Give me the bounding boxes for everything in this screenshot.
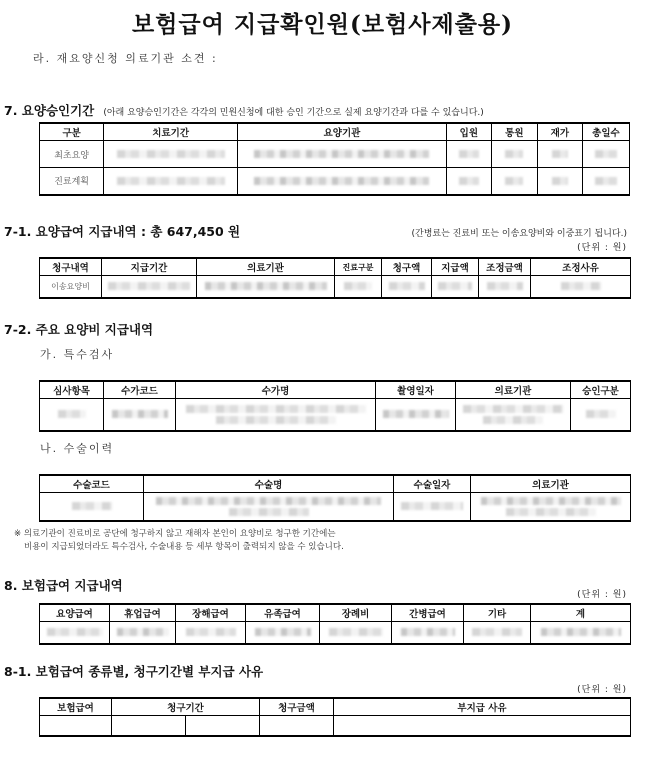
medical-payment-table <box>39 257 631 299</box>
col-medical-institution: 의료기관 <box>197 258 335 276</box>
redacted-cell <box>491 141 537 168</box>
table-header-row <box>40 123 630 141</box>
col-scan-date: 촬영일자 <box>376 381 456 399</box>
redacted-cell <box>40 493 144 521</box>
redacted-cell <box>238 168 447 195</box>
table-row <box>40 622 631 644</box>
row-label: 진료계획 <box>40 168 104 195</box>
redacted-cell <box>176 622 246 644</box>
col-surgery-code: 수술코드 <box>40 475 144 493</box>
col-other: 기타 <box>464 604 531 622</box>
section-7-1-note: (간병료는 진료비 또는 이송요양비와 이중표기 됩니다.) <box>411 229 627 239</box>
redacted-cell <box>432 276 479 298</box>
redacted-cell <box>464 622 531 644</box>
col-medical-institution: 의료기관 <box>456 381 571 399</box>
empty-cell <box>40 716 112 736</box>
redacted-cell <box>102 276 197 298</box>
redacted-cell <box>491 168 537 195</box>
col-nursing-benefit: 간병급여 <box>392 604 464 622</box>
table-row <box>40 168 630 195</box>
table-header-row <box>40 258 631 276</box>
redacted-cell <box>446 141 491 168</box>
section-7-1-heading: 7-1. 요양급여 지급내역 : 총 647,450 원 <box>4 224 241 239</box>
insurance-payment-table <box>39 603 631 645</box>
redacted-cell <box>144 493 394 521</box>
empty-cell <box>260 716 334 736</box>
col-paid-amount: 지급액 <box>432 258 479 276</box>
section-7-heading: 7. 요양승인기간 <box>4 103 95 118</box>
non-payment-table <box>39 697 631 737</box>
col-category: 구분 <box>40 123 104 141</box>
col-surgery-name: 수술명 <box>144 475 394 493</box>
redacted-cell <box>392 622 464 644</box>
redacted-cell <box>537 141 582 168</box>
section-7-header <box>4 100 484 119</box>
table-row <box>40 276 631 298</box>
redacted-cell <box>335 276 382 298</box>
redacted-cell <box>471 493 631 521</box>
col-claim-period: 청구기간 <box>112 698 260 716</box>
redacted-cell <box>446 168 491 195</box>
redacted-cell <box>246 622 320 644</box>
row-label: 이송요양비 <box>40 276 102 298</box>
section-7-note: (아래 요양승인기간은 각각의 민원신청에 대한 승인 기간으로 실제 요양기간과 다를 수 있습니다.) <box>103 108 484 118</box>
col-approval-type: 승인구분 <box>571 381 631 399</box>
col-total: 계 <box>531 604 631 622</box>
table-header-row <box>40 604 631 622</box>
col-home-care: 재가 <box>537 123 582 141</box>
redacted-cell <box>376 399 456 431</box>
redacted-cell <box>582 168 629 195</box>
redacted-cell <box>394 493 471 521</box>
empty-cell <box>334 716 631 736</box>
col-claim-amount: 청구금액 <box>260 698 334 716</box>
redacted-cell <box>40 622 110 644</box>
col-outpatient: 통원 <box>491 123 537 141</box>
redacted-cell <box>104 168 238 195</box>
redacted-cell <box>320 622 392 644</box>
table-row <box>40 493 631 521</box>
section-8-heading: 8. 보험급여 지급내역 <box>4 578 123 593</box>
reapplication-opinion-label: 라. 재요양신청 의료기관 소견 : <box>33 52 218 65</box>
footnote-line-2: 비용이 지급되었더라도 특수검사, 수술내용 등 세부 항목이 출력되지 않을 수 있습니다. <box>24 542 344 552</box>
special-exam-label: 가. 특수검사 <box>40 348 115 361</box>
special-exam-table <box>39 380 631 432</box>
unit-label: (단위 : 원) <box>577 590 627 600</box>
surgery-history-label: 나. 수술이력 <box>40 442 115 455</box>
col-medical-institution: 의료기관 <box>471 475 631 493</box>
col-total-days: 총일수 <box>582 123 629 141</box>
col-claim-amount: 청구액 <box>382 258 432 276</box>
redacted-cell <box>40 399 104 431</box>
footnote-line-1: ※ 의료기관이 진료비로 공단에 청구하지 않고 재해자 본인이 요양비로 청구한 기간에는 <box>14 529 336 539</box>
redacted-cell <box>238 141 447 168</box>
empty-cell <box>112 716 186 736</box>
empty-cell <box>186 716 260 736</box>
section-7-2-heading: 7-2. 주요 요양비 지급내역 <box>4 322 154 337</box>
unit-label: (단위 : 원) <box>577 243 627 253</box>
col-medical-benefit: 요양급여 <box>40 604 110 622</box>
col-survivor-benefit: 유족급여 <box>246 604 320 622</box>
section-8-1-heading: 8-1. 보험급여 종류별, 청구기간별 부지급 사유 <box>4 664 264 679</box>
table-row <box>40 716 631 736</box>
redacted-cell <box>456 399 571 431</box>
col-non-payment-reason: 부지급 사유 <box>334 698 631 716</box>
redacted-cell <box>104 399 176 431</box>
table-header-row <box>40 381 631 399</box>
redacted-cell <box>382 276 432 298</box>
redacted-cell <box>176 399 376 431</box>
redacted-cell <box>479 276 531 298</box>
col-review-item: 심사항목 <box>40 381 104 399</box>
col-disability-benefit: 장해급여 <box>176 604 246 622</box>
col-claim-item: 청구내역 <box>40 258 102 276</box>
col-payment-period: 지급기간 <box>102 258 197 276</box>
col-adjust-reason: 조정사유 <box>531 258 631 276</box>
surgery-history-table <box>39 474 631 522</box>
col-funeral-cost: 장례비 <box>320 604 392 622</box>
redacted-cell <box>531 622 631 644</box>
redacted-cell <box>197 276 335 298</box>
table-header-row <box>40 475 631 493</box>
redacted-cell <box>531 276 631 298</box>
table-header-row <box>40 698 631 716</box>
col-fee-code: 수가코드 <box>104 381 176 399</box>
row-label: 최초요양 <box>40 141 104 168</box>
unit-label: (단위 : 원) <box>577 685 627 695</box>
col-adjusted-amount: 조정금액 <box>479 258 531 276</box>
document-title: 보험급여 지급확인원(보험사제출용) <box>131 11 514 38</box>
col-insurance-benefit: 보험급여 <box>40 698 112 716</box>
col-treatment-period: 치료기간 <box>104 123 238 141</box>
redacted-cell <box>110 622 176 644</box>
col-inpatient: 입원 <box>446 123 491 141</box>
col-fee-name: 수가명 <box>176 381 376 399</box>
redacted-cell <box>571 399 631 431</box>
col-treatment-type: 진료구분 <box>335 258 382 276</box>
col-leave-benefit: 휴업급여 <box>110 604 176 622</box>
redacted-cell <box>104 141 238 168</box>
approval-period-table <box>39 122 630 196</box>
col-care-institution: 요양기관 <box>238 123 447 141</box>
redacted-cell <box>582 141 629 168</box>
redacted-cell <box>537 168 582 195</box>
col-surgery-date: 수술일자 <box>394 475 471 493</box>
table-row <box>40 399 631 431</box>
table-row <box>40 141 630 168</box>
